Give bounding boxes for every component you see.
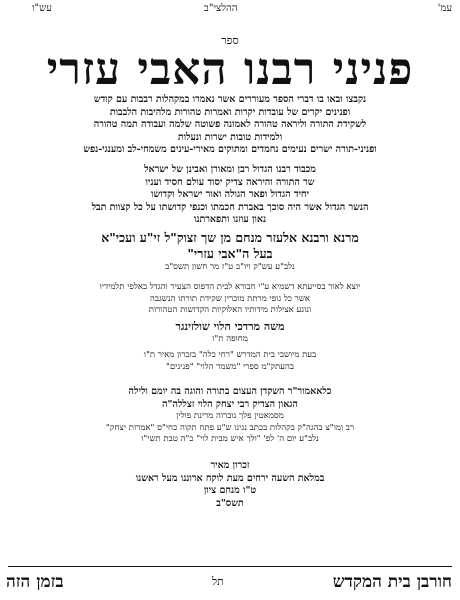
closing-section (0, 460, 460, 510)
rabbi-title: בעל ה"אבי עזרי" (187, 246, 273, 261)
dedication-line: רב ומו"צ בהגה"ק בקהלות בכתב נגינו ש"ע פתח תקוה כחי"ס "אמרות יצחק" (105, 422, 355, 433)
author-line: נאון עוזנו ותפארתנו (193, 214, 267, 225)
intro-line: ולמידות טובות ישרות ונעלות (177, 131, 283, 143)
author-line: יחיד הגדול ופאר הגולה ואור ישראל וקדושו (150, 189, 310, 200)
footer-middle: תל (212, 575, 224, 588)
dedication-line: הגאון הצדיק רבי יצחק הלוי זצללה"ה (162, 398, 298, 410)
editor-role: מחופה ת"ו (212, 334, 248, 344)
editor-section (0, 320, 460, 346)
rabbi-section (0, 230, 460, 274)
closing-line: ט"ו מנחם ציון (203, 485, 257, 496)
author-line: שר התורה והיראה צדיק יסוד עולם חסיד ועניו (145, 176, 315, 188)
author-line: מכבוד רבנו הגדול רבן ומאורן ואבינן של ישראל (144, 164, 316, 175)
publisher-line: ונוגע אצילות מידותיו האלוקיות הקדושות הטהורות (148, 305, 312, 315)
footer-divider (8, 566, 452, 567)
intro-line: נקבצו ובאו בו דברי הספר מעוררים אשר נאמרו במקהלות רבבות עם קודש (93, 94, 367, 105)
closing-line: זכרון מאיר (210, 460, 250, 471)
author-line: הנשר הגדול אשר היה סוכך באברת חכמתו וכנפי קדושתו על כל קצוות תבל (91, 201, 369, 213)
header-left: עש"ו (32, 3, 52, 14)
publisher-line: יוצא לאור בסייעתא דשמיא ע"י חבורא לבית הדפוס הצעיר והגדל באלפי תלמידיו (99, 282, 361, 292)
intro-line: ופניני-תורה ישרים נעימים נחמדים ומתוקים מאירי-עינים משמחי-לב ומענגי-נפש (83, 144, 377, 155)
dedication-section (0, 386, 460, 446)
footer-right: חורבן בית המקדש (332, 572, 452, 592)
publisher-section (0, 282, 460, 317)
birth-death-line: נלב"ע עש"ק ויו"ב ט"ז מר חשון תשס"ב (165, 262, 295, 272)
dedication-line: מסמאטין פלך נוברוה מרינת פולין (176, 411, 284, 421)
editor-name: משה מרדכי הלוי שולזינגר (175, 320, 285, 333)
intro-line: ופנינים יקרים של עובדות יקרות ואמרות טהורות מלהיבות הלבבות (109, 106, 351, 118)
closing-line: במלאת השעה ירחים מעת לוקח ארוננו מעל ראשנו (135, 472, 325, 484)
credit-section (0, 350, 460, 373)
header-middle: ההלצי"ב (204, 3, 238, 14)
credit-line: בהעתק"מ ספרי "משמר הלוי" "פנינים" (166, 361, 294, 372)
dedication-line: נלב"ע יום ה' לפ' "ולך איש מבית לוי" כ"ה טבת תשי"ו (141, 434, 319, 444)
intro-section (0, 94, 460, 157)
header-right: עמ' (437, 3, 452, 14)
publisher-line: אשר כל גופי מרתת מוכרין שקידת תורתו הנשגבה (150, 293, 310, 304)
sefer-label: ספר (221, 34, 239, 47)
intro-line: לשקידת התורה וליראה טהורה לאמונה פשוטה שלמה ועבודה תמה טהורה (93, 119, 367, 130)
book-title: פניני רבנו האבי עזרי (46, 44, 414, 95)
credit-line: בעת מיושבי בית המדרש "רחי כלה" בזכרון מאיר ת"ו (143, 350, 317, 360)
rabbi-name: מרנא ורבנא אלעזר מנחם מן שך זצוק"ל זי"ע ועכי"א (101, 230, 359, 245)
footer-left: בזמן הזה (6, 572, 64, 592)
author-section (0, 164, 460, 227)
closing-line: תשס"ב (216, 497, 244, 509)
dedication-line: כלאאמור"ר השקדן העצום בתורה והוגה בה יומם ולילה (128, 386, 332, 397)
